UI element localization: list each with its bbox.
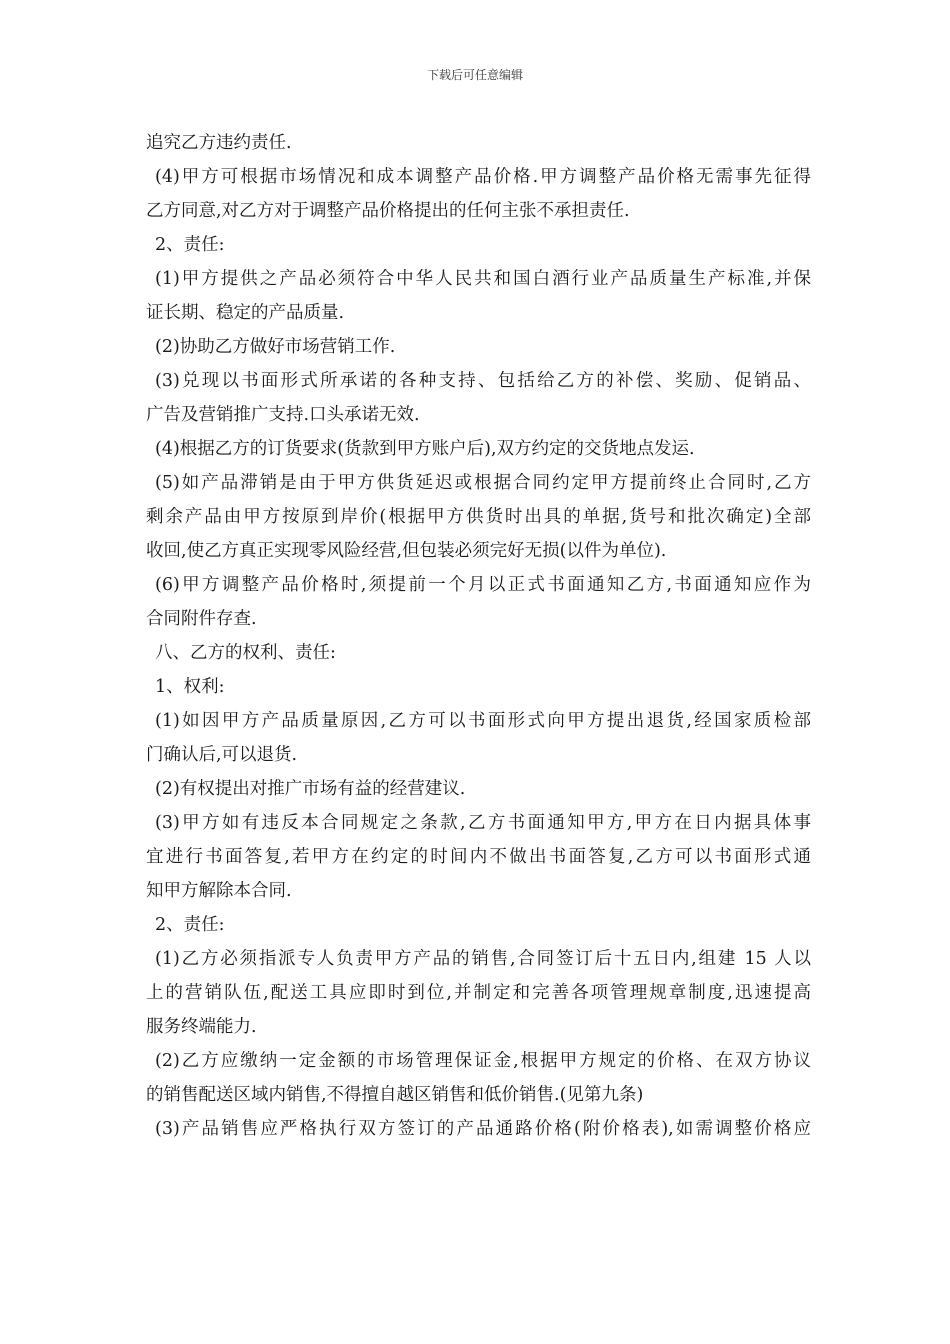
text-line: 剩余产品由甲方按原到岸价(根据甲方供货时出具的单据,货号和批次确定)全部 (146, 507, 811, 527)
text-line: (3)甲方如有违反本合同规定之条款,乙方书面通知甲方,甲方在日内据具体事 (155, 813, 811, 833)
text-line: 收回,使乙方真正实现零风险经营,但包装必须完好无损(以件为单位). (146, 541, 667, 561)
text-line: 2、责任: (155, 235, 225, 255)
text-line: (6)甲方调整产品价格时,须提前一个月以正式书面通知乙方,书面通知应作为 (155, 575, 811, 595)
text-line: (5)如产品滞销是由于甲方供货延迟或根据合同约定甲方提前终止合同时,乙方 (155, 473, 811, 493)
text-line: (3)兑现以书面形式所承诺的各种支持、包括给乙方的补偿、奖励、促销品、 (155, 371, 811, 391)
text-line: 乙方同意,对乙方对于调整产品价格提出的任何主张不承担责任. (146, 201, 630, 221)
text-line: 知甲方解除本合同. (146, 881, 292, 901)
text-line: (4)甲方可根据市场情况和成本调整产品价格.甲方调整产品价格无需事先征得 (155, 167, 811, 187)
text-line: 合同附件存查. (146, 609, 257, 629)
text-line: (2)有权提出对推广市场有益的经营建议. (155, 779, 466, 799)
text-line: 1、权利: (155, 677, 225, 697)
text-line: (4)根据乙方的订货要求(货款到甲方账户后),双方约定的交货地点发运. (155, 439, 695, 459)
page-header: 下载后可任意编辑 (426, 68, 523, 82)
text-line: (1)乙方必须指派专人负责甲方产品的销售,合同签订后十五日内,组建 15 人以 (155, 949, 811, 969)
text-line: 服务终端能力. (146, 1017, 257, 1037)
text-line: (2)协助乙方做好市场营销工作. (155, 337, 396, 357)
text-line: (2)乙方应缴纳一定金额的市场管理保证金,根据甲方规定的价格、在双方协议 (155, 1051, 811, 1071)
text-line: 2、责任: (155, 915, 225, 935)
text-line: (1)如因甲方产品质量原因,乙方可以书面形式向甲方提出退货,经国家质检部 (155, 711, 811, 731)
text-line: (1)甲方提供之产品必须符合中华人民共和国白酒行业产品质量生产标准,并保 (155, 269, 811, 289)
text-line: (3)产品销售应严格执行双方签订的产品通路价格(附价格表),如需调整价格应 (155, 1119, 811, 1139)
text-line: 宜进行书面答复,若甲方在约定的时间内不做出书面答复,乙方可以书面形式通 (146, 847, 811, 867)
text-line: 广告及营销推广支持.口头承诺无效. (146, 405, 420, 425)
document-body (146, 126, 811, 1146)
text-line: 追究乙方违约责任. (146, 133, 292, 153)
text-line: 证长期、稳定的产品质量. (146, 303, 345, 323)
text-line: 上的营销队伍,配送工具应即时到位,并制定和完善各项管理规章制度,迅速提高 (146, 983, 811, 1003)
text-line: 八、乙方的权利、责任: (155, 643, 336, 663)
text-line: 门确认后,可以退货. (146, 745, 298, 765)
text-line: 的销售配送区域内销售,不得擅自越区销售和低价销售.(见第九条) (146, 1085, 644, 1105)
